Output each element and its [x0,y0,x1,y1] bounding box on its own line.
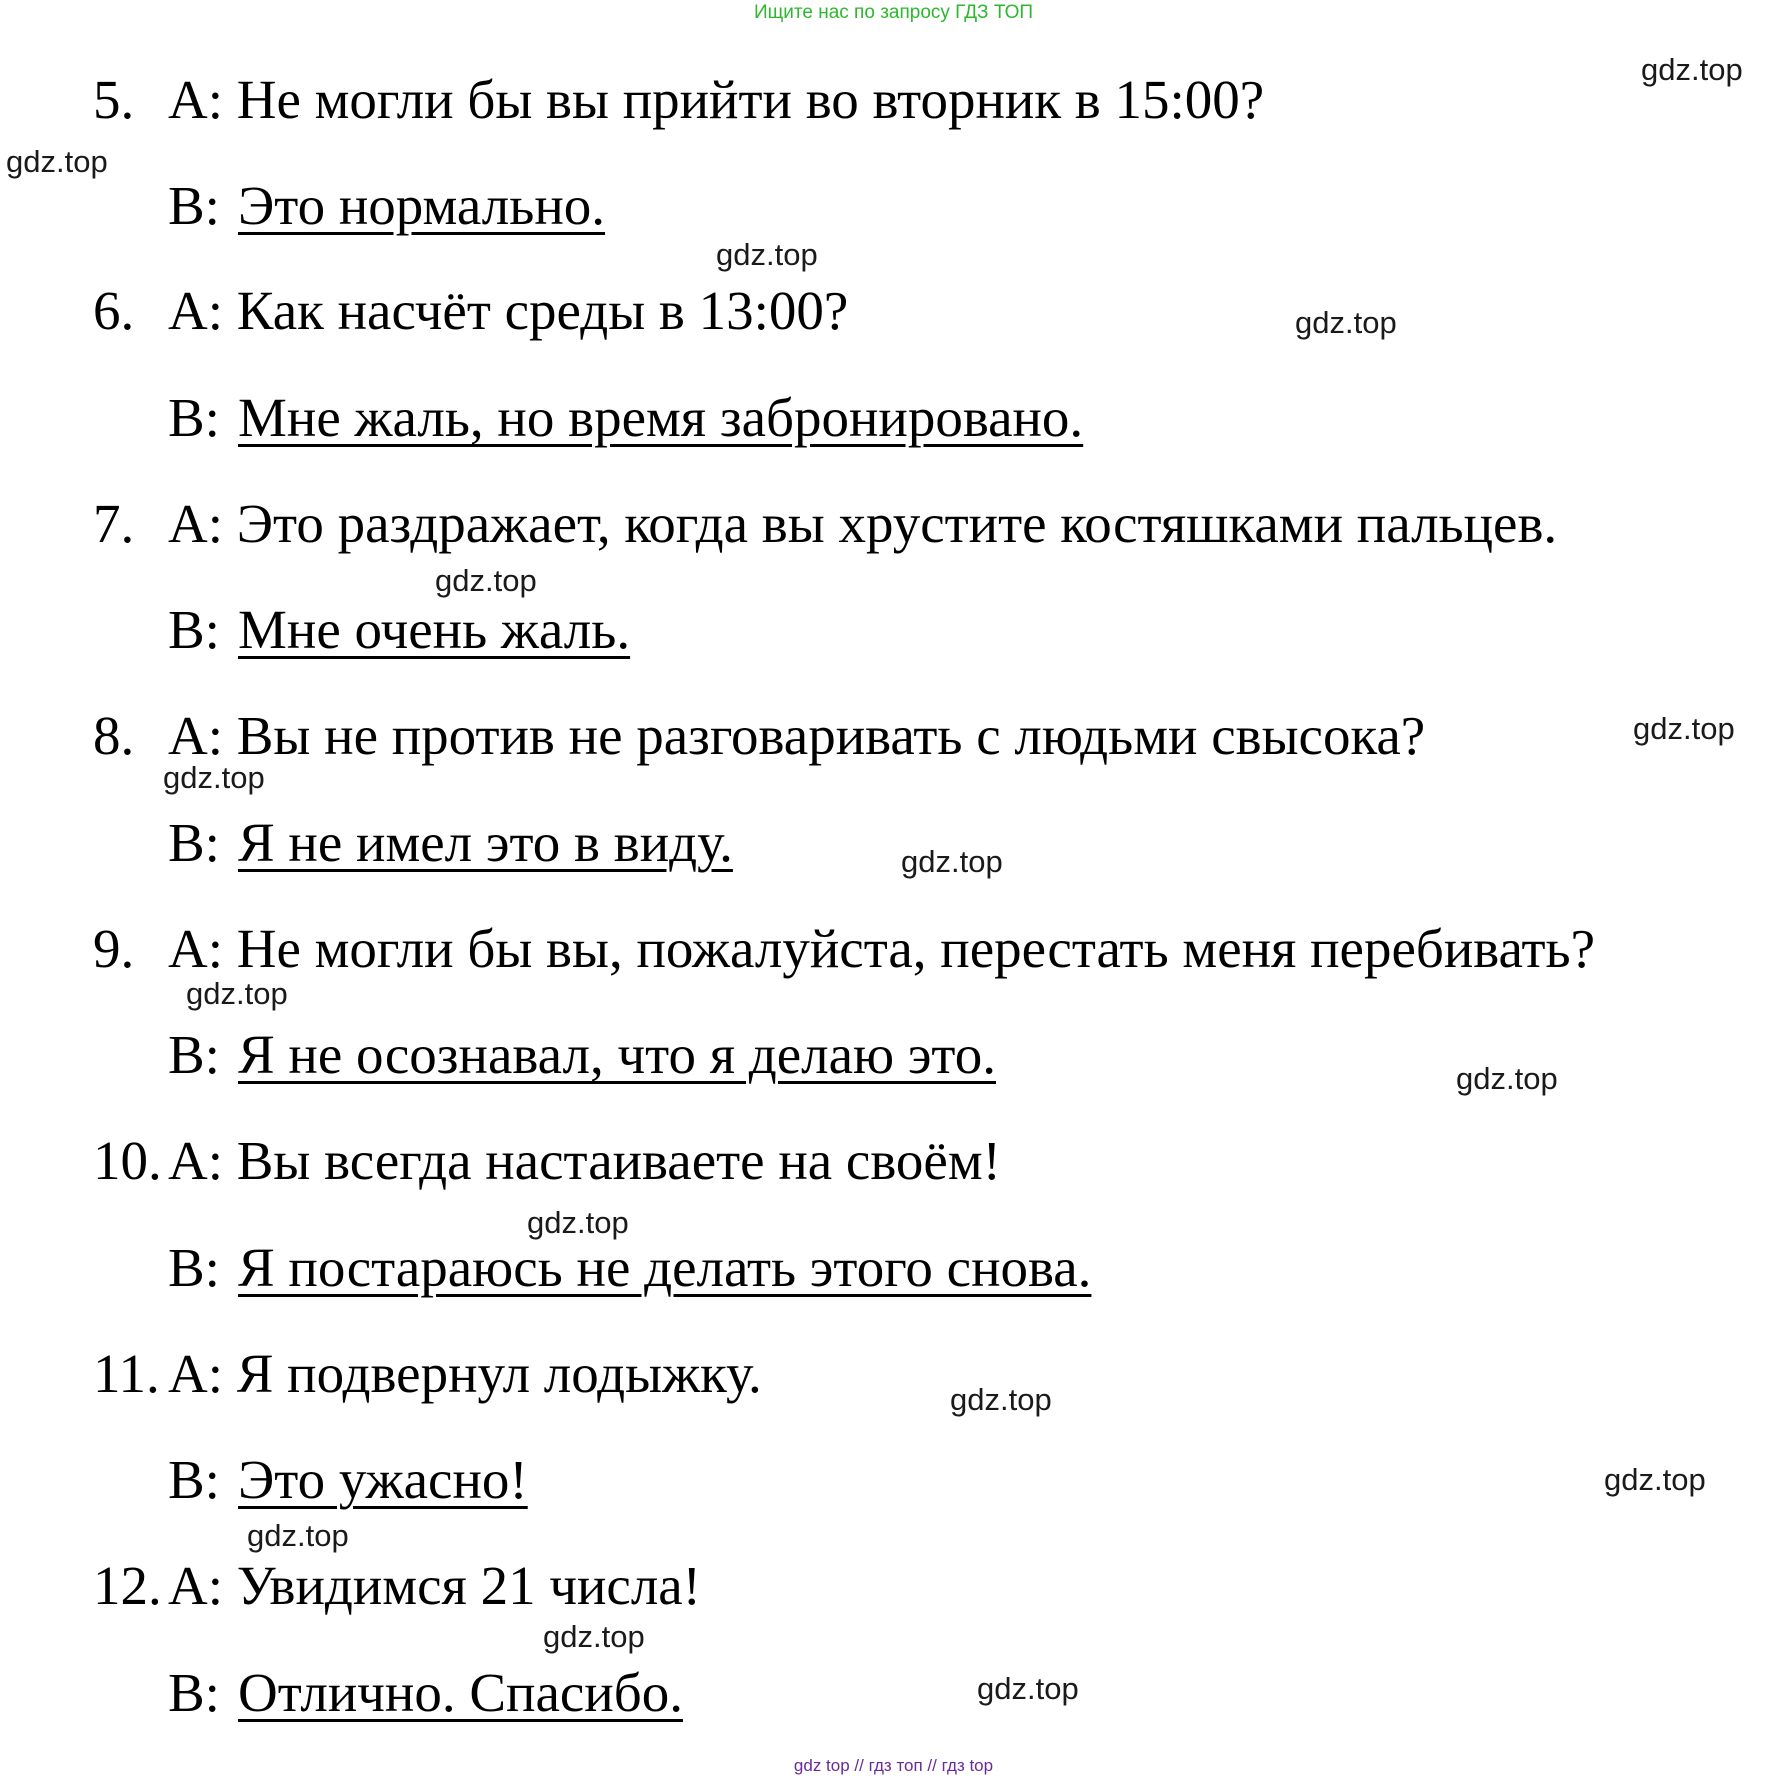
answer-text: Мне жаль, но время забронировано. [238,387,1084,448]
item-number: 11. [93,1343,160,1404]
watermark: gdz.top [1456,1061,1558,1096]
watermark: gdz.top [1604,1462,1706,1497]
watermark: gdz.top [6,144,108,179]
top-banner: Ищите нас по запросу ГДЗ ТОП [753,2,1034,23]
answer-text: Это нормально. [238,175,606,236]
answer-label: B: [168,387,220,448]
watermark: gdz.top [977,1671,1079,1706]
watermark: gdz.top [435,563,537,598]
watermark: gdz.top [1295,305,1397,340]
answer-text: Я не имел это в виду. [238,812,733,873]
answer-label: B: [168,1449,220,1510]
answer-text: Я не осознавал, что я делаю это. [238,1024,996,1085]
question-text: A: Вы не против не разговаривать с людьми свысока? [168,705,1426,766]
item-number: 6. [93,280,135,341]
watermark: gdz.top [527,1205,629,1240]
watermark: gdz.top [716,237,818,272]
watermark: gdz.top [247,1518,349,1553]
question-text: A: Не могли бы вы прийти во вторник в 15:00? [168,69,1265,130]
answer-label: B: [168,1024,220,1085]
watermark: gdz.top [950,1382,1052,1417]
item-number: 9. [93,918,135,979]
item-number: 10. [93,1130,162,1191]
question-text: A: Увидимся 21 числа! [168,1555,702,1616]
watermark: gdz.top [1641,52,1743,87]
answer-label: B: [168,812,220,873]
watermark: gdz.top [543,1619,645,1654]
question-text: A: Как насчёт среды в 13:00? [168,280,849,341]
bottom-banner: gdz top // гдз топ // гдз top [793,1756,994,1775]
item-number: 12. [93,1555,162,1616]
question-text: A: Вы всегда настаиваете на своём! [168,1130,1001,1191]
answer-label: B: [168,1237,220,1298]
answer-label: B: [168,599,220,660]
answer-text: Я постараюсь не делать этого снова. [238,1237,1092,1298]
answer-text: Мне очень жаль. [238,599,631,660]
question-text: A: Это раздражает, когда вы хрустите костяшками пальцев. [168,493,1558,554]
answer-text: Это ужасно! [238,1449,528,1510]
answer-text: Отлично. Спасибо. [238,1662,683,1723]
question-text: A: Я подвернул лодыжку. [168,1343,762,1404]
watermark: gdz.top [901,844,1003,879]
watermark: gdz.top [1633,711,1735,746]
item-number: 7. [93,493,135,554]
watermark: gdz.top [186,976,288,1011]
item-number: 8. [93,705,135,766]
answer-label: B: [168,1662,220,1723]
watermark: gdz.top [163,760,265,795]
answer-label: B: [168,175,220,236]
item-number: 5. [93,69,135,130]
question-text: A: Не могли бы вы, пожалуйста, перестать меня перебивать? [168,918,1596,979]
